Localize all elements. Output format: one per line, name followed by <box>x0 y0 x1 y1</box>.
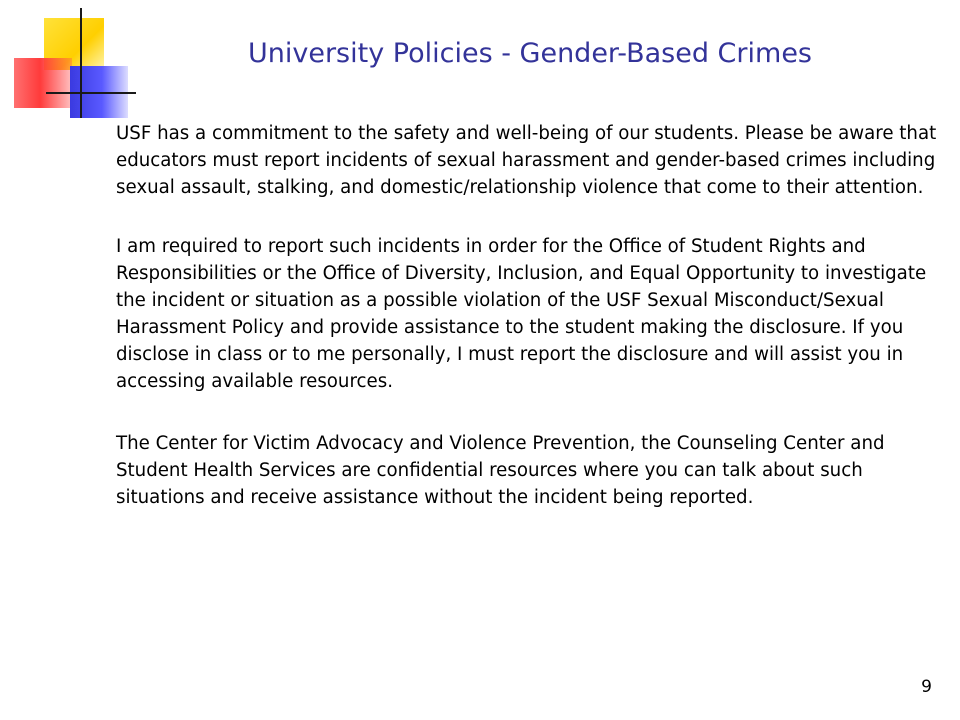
paragraph-reporting-commitment: USF has a commitment to the safety and well-being of our students. Please be aware that educators must report incidents of sexual harassment and gender-based crimes including sexual assault, stalking, and domestic/relationship violence that come to their attention. <box>116 123 937 198</box>
slide-title: University Policies - Gender-Based Crimes <box>247 38 812 69</box>
decorative-logo-squares <box>0 0 140 130</box>
horizontal-line-shape <box>46 92 136 94</box>
vertical-line-shape <box>80 8 82 118</box>
red-square-shape <box>14 58 72 108</box>
slide-number: 9 <box>921 677 932 697</box>
paragraph-confidential-resources: The Center for Victim Advocacy and Violence Prevention, the Counseling Center and Student Health Services are confidential resources where you can talk about such situations and receive assistance without the incident being reported. <box>116 433 885 508</box>
slide-body <box>116 120 942 543</box>
paragraph-reporting-requirement: I am required to report such incidents in order for the Office of Student Rights and Responsibilities or the Office of Diversity, Inclusion, and Equal Opportunity to investigate the incident or situation as a possible violation of the USF Sexual Misconduct/Sexual Harassment Policy and provide assistance to the student making the disclosure. If you disclose in class or to me personally, I must report the disclosure and will assist you in accessing available resources. <box>116 236 927 392</box>
